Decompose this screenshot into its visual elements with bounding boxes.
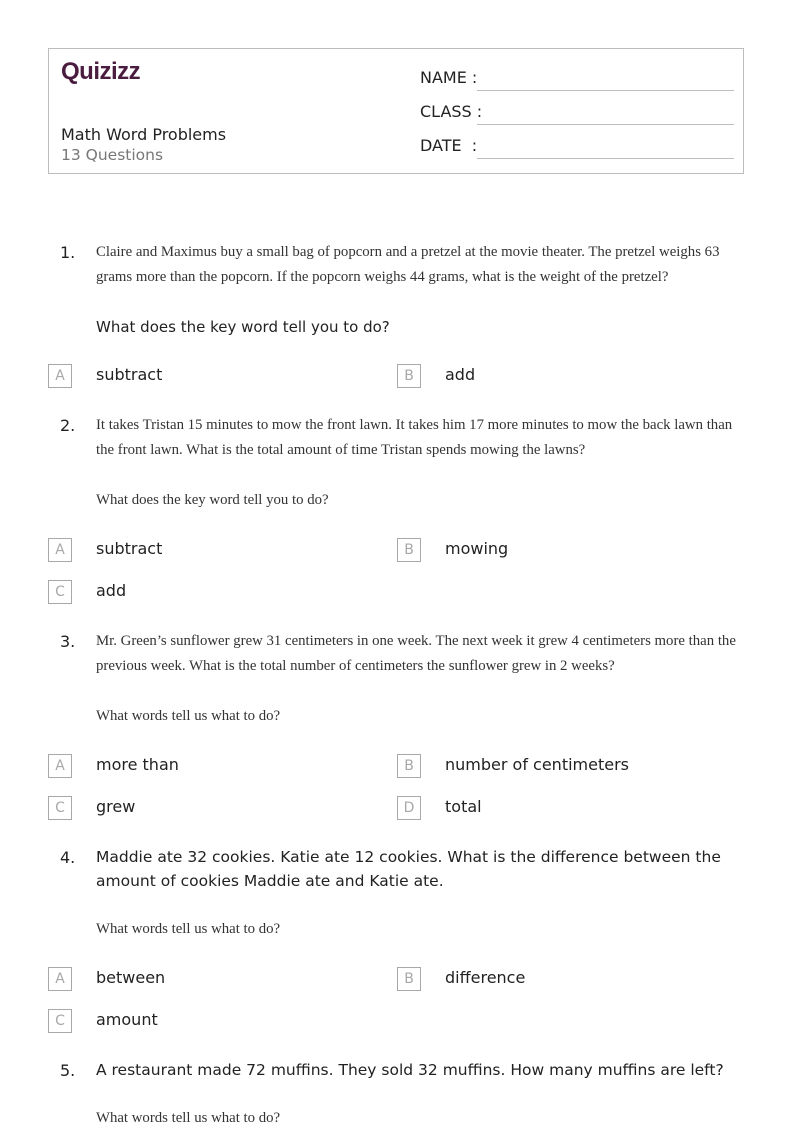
option-letter-box[interactable]: C [48, 796, 72, 820]
question-2-prompt: What does the key word tell you to do? [96, 492, 329, 508]
option-text: subtract [96, 539, 163, 558]
option-letter-box[interactable]: B [397, 538, 421, 562]
class-line[interactable] [477, 124, 734, 125]
class-label: CLASS : [420, 102, 483, 121]
question-4-text: Maddie ate 32 cookies. Katie ate 12 cookies. What is the difference between the amount of cookies Maddie ate and Katie ate. [96, 848, 721, 890]
option-text: mowing [445, 539, 509, 558]
option-text: total [445, 797, 482, 816]
option-letter-box[interactable]: A [48, 754, 72, 778]
question-5-prompt: What words tell us what to do? [96, 1110, 281, 1126]
option-letter-box[interactable]: B [397, 364, 421, 388]
worksheet-title: Math Word Problems [61, 125, 227, 144]
option-text: difference [445, 968, 526, 987]
option-letter-box[interactable]: A [48, 538, 72, 562]
quizizz-logo [61, 57, 153, 89]
question-1-number: 1. [60, 243, 76, 262]
question-4-prompt: What words tell us what to do? [96, 921, 281, 937]
question-5-number: 5. [60, 1061, 76, 1080]
option-letter-box[interactable]: C [48, 580, 72, 604]
question-count: 13 Questions [61, 146, 164, 164]
option-text: add [96, 581, 127, 600]
class-field[interactable] [420, 102, 734, 126]
question-4-number: 4. [60, 848, 76, 867]
option-text: number of centimeters [445, 755, 629, 774]
option-letter-box[interactable]: B [397, 967, 421, 991]
option-text: more than [96, 755, 179, 774]
question-2-text: It takes Tristan 15 minutes to mow the front lawn. It takes him 17 more minutes to mow the back lawn than the front lawn. What is the total amount of time Tristan spends mowing the lawns? [96, 417, 733, 458]
question-1-text: Claire and Maximus buy a small bag of popcorn and a pretzel at the movie theater. The pretzel weighs 63 grams more than the popcorn. If the popcorn weighs 44 grams, what is the weight of the pretzel? [96, 244, 720, 285]
date-field[interactable] [420, 136, 734, 160]
option-letter-box[interactable]: A [48, 967, 72, 991]
option-text: subtract [96, 365, 163, 384]
option-text: between [96, 968, 166, 987]
name-line[interactable] [477, 90, 734, 91]
option-text: add [445, 365, 476, 384]
question-2-number: 2. [60, 416, 76, 435]
question-3-prompt: What words tell us what to do? [96, 708, 281, 724]
date-line[interactable] [477, 158, 734, 159]
worksheet-header [48, 48, 744, 174]
option-text: grew [96, 797, 136, 816]
logo-text: Quizizz [61, 58, 141, 85]
date-label: DATE : [420, 136, 478, 155]
option-letter-box[interactable]: C [48, 1009, 72, 1033]
question-3-text: Mr. Green’s sunflower grew 31 centimeters in one week. The next week it grew 4 centimeters more than the previous week. What is the total number of centimeters the sunflower grew in 2 weeks? [96, 633, 736, 674]
question-1-prompt: What does the key word tell you to do? [96, 318, 390, 336]
option-text: amount [96, 1010, 158, 1029]
name-field[interactable] [420, 68, 734, 92]
option-letter-box[interactable]: D [397, 796, 421, 820]
option-letter-box[interactable]: A [48, 364, 72, 388]
question-5-text: A restaurant made 72 muffins. They sold 32 muffins. How many muffins are left? [96, 1061, 724, 1079]
question-3-number: 3. [60, 632, 76, 651]
option-letter-box[interactable]: B [397, 754, 421, 778]
name-label: NAME : [420, 68, 478, 87]
